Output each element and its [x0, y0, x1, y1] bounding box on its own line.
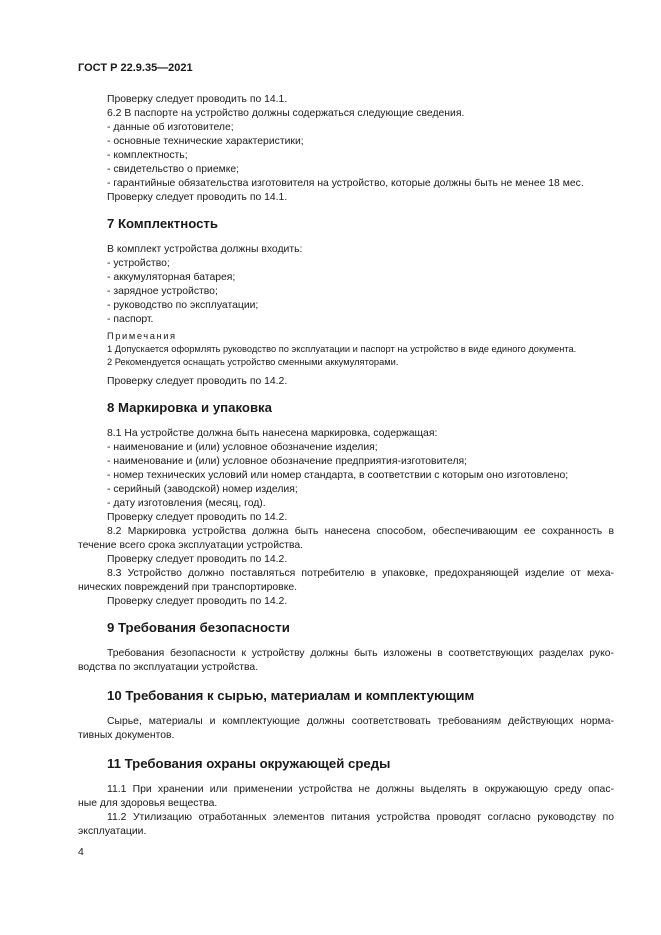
section-7-intro: В комплект устройства должны входить:: [107, 244, 303, 255]
paragraph-11-2-cont: эксплуатации.: [78, 826, 147, 837]
check-line: Проверку следует проводить по 14.1.: [107, 192, 288, 203]
section-9-text-cont: водства по эксплуатации устройства.: [78, 662, 259, 673]
section-10-title: 10 Требования к сырью, материалам и комплектующим: [107, 688, 475, 703]
section-9-text: Требования безопасности к устройству должны быть изложены в соответствующих разделах руко-: [107, 648, 614, 659]
paragraph-6-2: 6.2 В паспорте на устройство должны содержаться следующие сведения.: [107, 108, 465, 119]
section-9-title: 9 Требования безопасности: [107, 620, 290, 635]
check-line: Проверку следует проводить по 14.2.: [107, 376, 288, 387]
list-item: - номер технических условий или номер стандарта, в соответствии с которым оно изготовлено;: [107, 470, 569, 481]
paragraph-11-1-cont: ные для здоровья вещества.: [78, 798, 218, 809]
notes-title: Примечания: [107, 331, 177, 341]
paragraph-8-2: 8.2 Маркировка устройства должна быть нанесена способом, обеспечивающим ее сохранность в: [107, 526, 614, 537]
check-line: Проверку следует проводить по 14.2.: [107, 596, 288, 607]
note-1: 1 Допускается оформлять руководство по эксплуатации и паспорт на устройство в виде единого документа.: [107, 344, 577, 354]
list-item: - руководство по эксплуатации;: [107, 300, 259, 311]
paragraph-8-2-cont: течение всего срока эксплуатации устройства.: [78, 540, 304, 551]
list-item: - серийный (заводской) номер изделия;: [107, 484, 298, 495]
list-item: - наименование и (или) условное обозначение предприятия-изготовителя;: [107, 456, 468, 467]
paragraph-8-1: 8.1 На устройстве должна быть нанесена маркировка, содержащая:: [107, 428, 438, 439]
list-item: - паспорт.: [107, 314, 154, 325]
section-10-text: Сырье, материалы и комплектующие должны соответствовать требованиям действующих норма-: [107, 716, 614, 727]
list-item: - комплектность;: [107, 150, 188, 161]
list-item: - наименование и (или) условное обозначение изделия;: [107, 442, 378, 453]
check-line: Проверку следует проводить по 14.1.: [107, 94, 288, 105]
paragraph-8-3-cont: нических повреждений при транспортировке.: [78, 582, 298, 593]
list-item: - гарантийные обязательства изготовителя на устройство, которые должны быть не менее 18 мес.: [107, 178, 584, 189]
section-11-title: 11 Требования охраны окружающей среды: [107, 756, 391, 771]
section-7-title: 7 Комплектность: [107, 216, 218, 231]
section-10-text-cont: тивных документов.: [78, 730, 175, 741]
note-2: 2 Рекомендуется оснащать устройство сменными аккумуляторами.: [107, 357, 399, 367]
check-line: Проверку следует проводить по 14.2.: [107, 554, 288, 565]
list-item: - данные об изготовителе;: [107, 122, 234, 133]
list-item: - дату изготовления (месяц, год).: [107, 498, 266, 509]
check-line: Проверку следует проводить по 14.2.: [107, 512, 288, 523]
page-number: 4: [78, 847, 84, 858]
list-item: - основные технические характеристики;: [107, 136, 304, 147]
section-8-title: 8 Маркировка и упаковка: [107, 400, 272, 415]
paragraph-8-3: 8.3 Устройство должно поставляться потребителю в упаковке, предохраняющей изделие от меха-: [107, 568, 614, 579]
paragraph-11-2: 11.2 Утилизацию отработанных элементов питания устройства проводят согласно руководству по: [107, 812, 614, 823]
paragraph-11-1: 11.1 При хранении или применении устройства не должны выделять в окружающую среду опас-: [107, 784, 614, 795]
document-header: ГОСТ Р 22.9.35—2021: [78, 62, 193, 74]
list-item: - устройство;: [107, 258, 170, 269]
list-item: - зарядное устройство;: [107, 286, 218, 297]
list-item: - аккумуляторная батарея;: [107, 272, 236, 283]
list-item: - свидетельство о приемке;: [107, 164, 240, 175]
